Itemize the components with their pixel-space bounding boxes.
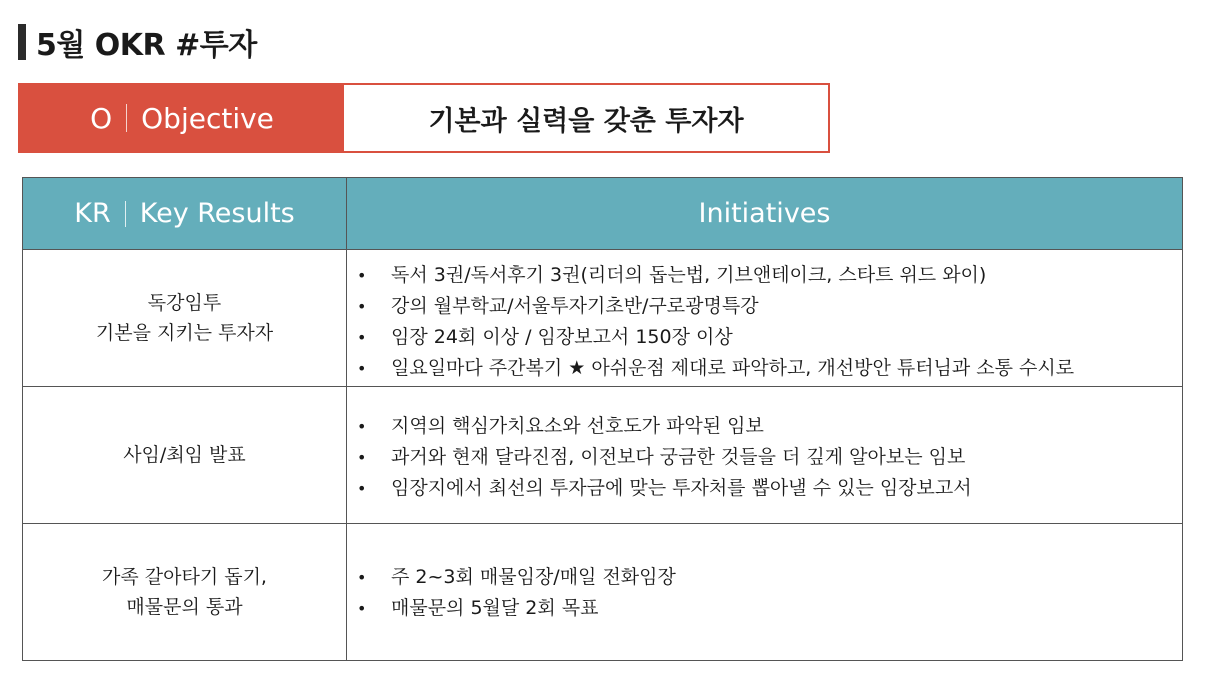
kr-line: 기본을 지키는 투자자 xyxy=(95,322,274,344)
bullet-icon: • xyxy=(357,417,367,436)
bullet-icon: • xyxy=(357,599,367,618)
list-item xyxy=(355,562,1182,593)
objective-value: 기본과 실력을 갖춘 투자자 xyxy=(344,85,828,151)
objective-label-text: Objective xyxy=(141,101,274,135)
initiatives-cell xyxy=(347,387,1183,524)
initiative-text: 임장 24회 이상 / 임장보고서 150장 이상 xyxy=(391,326,733,348)
list-item xyxy=(355,442,1182,473)
initiative-text: 일요일마다 주간복기 ★ 아쉬운점 제대로 파악하고, 개선방안 튜터님과 소통 수시로 xyxy=(391,357,1075,379)
initiative-text: 과거와 현재 달라진점, 이전보다 궁금한 것들을 더 깊게 알아보는 임보 xyxy=(391,446,966,468)
kr-line: 가족 갈아타기 돕기, xyxy=(102,566,267,588)
table-header-row xyxy=(23,178,1183,250)
initiatives-cell xyxy=(347,524,1183,661)
page-title-bar xyxy=(18,22,257,62)
page-title: 5월 OKR #투자 xyxy=(36,28,257,63)
bullet-icon: • xyxy=(357,448,367,467)
objective-box xyxy=(18,83,830,153)
kr-cell xyxy=(23,524,347,661)
initiative-text: 매물문의 5월달 2회 목표 xyxy=(391,597,599,619)
initiatives-cell xyxy=(347,250,1183,387)
header-kr-separator xyxy=(125,201,126,227)
table-row xyxy=(23,524,1183,661)
table-row xyxy=(23,387,1183,524)
objective-prefix: O xyxy=(90,101,113,135)
list-item xyxy=(355,353,1182,384)
bullet-icon: • xyxy=(357,479,367,498)
bullet-icon: • xyxy=(357,266,367,285)
kr-line: 독강임투 xyxy=(147,292,222,314)
header-key-results xyxy=(23,178,347,250)
header-kr-prefix: KR xyxy=(74,198,111,229)
initiative-text: 지역의 핵심가치요소와 선호도가 파악된 임보 xyxy=(391,415,764,437)
title-accent-bar xyxy=(18,24,26,60)
initiative-text: 독서 3권/독서후기 3권(리더의 돕는법, 기브앤테이크, 스타트 위드 와이) xyxy=(391,264,987,286)
list-item xyxy=(355,260,1182,291)
initiatives-list xyxy=(355,562,1182,624)
list-item xyxy=(355,291,1182,322)
bullet-icon: • xyxy=(357,568,367,587)
kr-line: 매물문의 통과 xyxy=(126,596,243,618)
kr-cell xyxy=(23,387,347,524)
header-kr-label: Key Results xyxy=(139,198,295,229)
bullet-icon: • xyxy=(357,359,367,378)
table-row xyxy=(23,250,1183,387)
kr-line: 사임/최임 발표 xyxy=(123,444,246,466)
bullet-icon: • xyxy=(357,297,367,316)
initiative-text: 강의 월부학교/서울투자기초반/구로광명특강 xyxy=(391,295,759,317)
list-item xyxy=(355,473,1182,504)
objective-label xyxy=(20,85,344,151)
initiative-text: 임장지에서 최선의 투자금에 맞는 투자처를 뽑아낼 수 있는 임장보고서 xyxy=(391,477,972,499)
initiatives-list xyxy=(355,260,1182,384)
list-item xyxy=(355,593,1182,624)
objective-separator xyxy=(126,104,127,132)
list-item xyxy=(355,322,1182,353)
bullet-icon: • xyxy=(357,328,367,347)
header-initiatives: Initiatives xyxy=(347,178,1183,250)
initiatives-list xyxy=(355,411,1182,504)
key-results-table xyxy=(22,177,1183,661)
list-item xyxy=(355,411,1182,442)
initiative-text: 주 2~3회 매물임장/매일 전화임장 xyxy=(391,566,676,588)
kr-cell xyxy=(23,250,347,387)
